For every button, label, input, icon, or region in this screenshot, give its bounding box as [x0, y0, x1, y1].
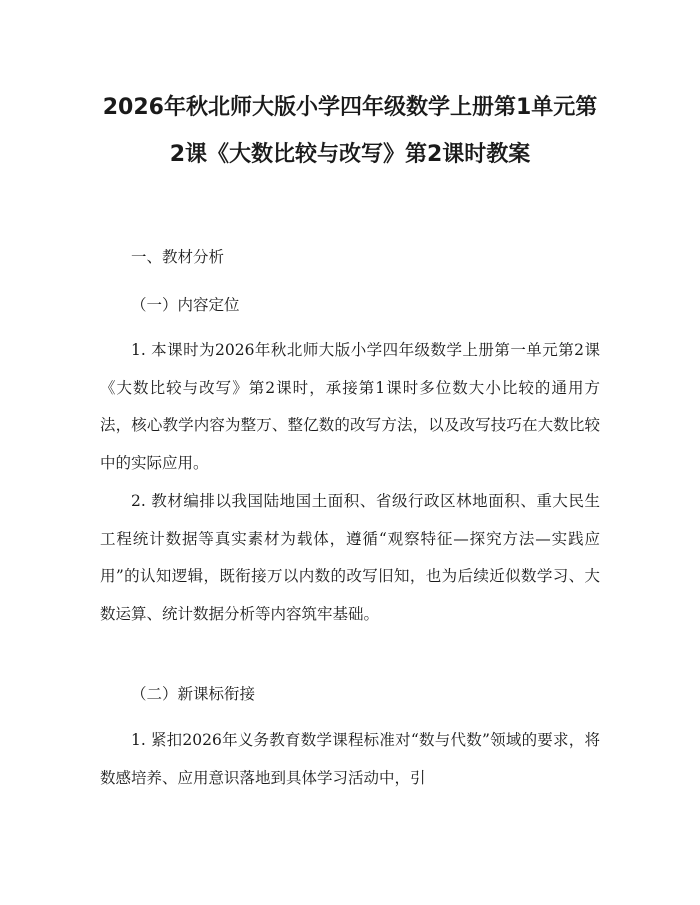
section-heading: 一、教材分析: [131, 248, 225, 266]
paragraph: 2. 教材编排以我国陆地国土面积、省级行政区林地面积、重大民生工程统计数据等真实素材为载体，遵循“观察特征—探究方法—实践应用”的认知逻辑，既衔接万以内数的改写旧知，也为后续近似数学习、大数运算、统计数据分析等内容筑牢基础。: [100, 492, 600, 623]
paragraph: 1. 紧扣2026年义务教育数学课程标准对“数与代数”领域的要求，将数感培养、应用意识落地到具体学习活动中，引: [100, 731, 600, 787]
subsection-heading: （一）内容定位: [131, 296, 240, 314]
paragraph: 1. 本课时为2026年秋北师大版小学四年级数学上册第一单元第2课《大数比较与改写》第2课时，承接第1课时多位数大小比较的通用方法，核心教学内容为整万、整亿数的改写方法，以及改写技巧在大数比较中的实际应用。: [100, 341, 600, 472]
document-title: 2026年秋北师大版小学四年级数学上册第1单元第2课《大数比较与改写》第2课时教案: [102, 95, 598, 167]
subsection-heading: （二）新课标衔接: [131, 685, 256, 703]
